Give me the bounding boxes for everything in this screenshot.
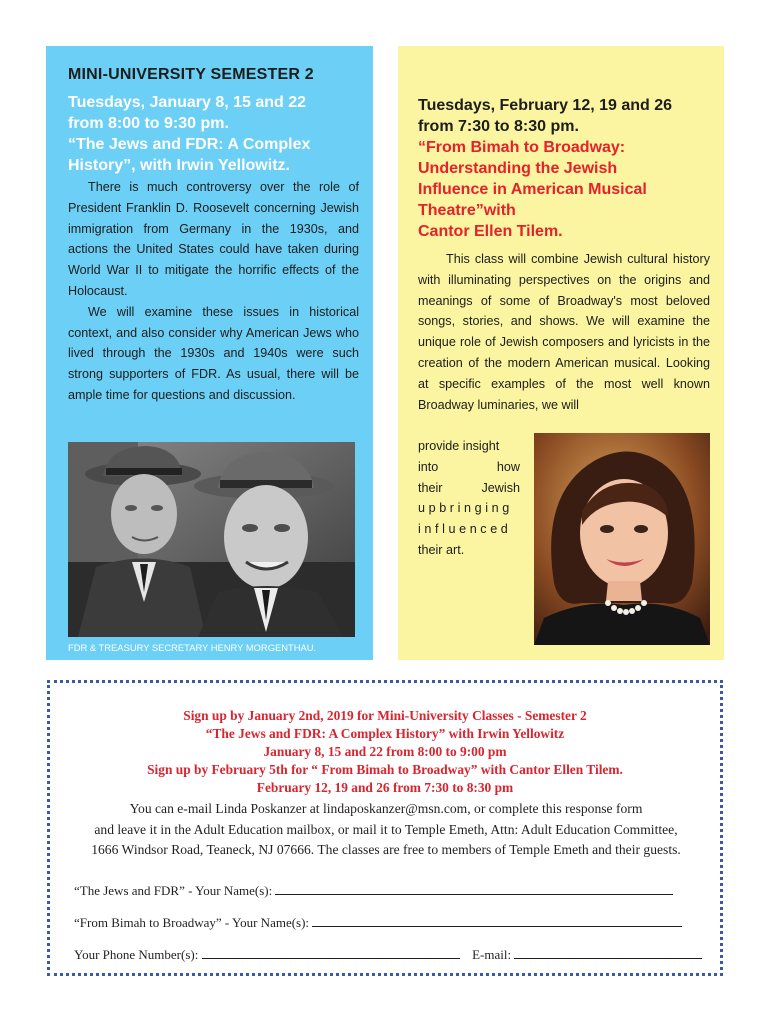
fdr-morgenthau-photo <box>68 442 355 637</box>
bimah-name-blank[interactable] <box>312 915 682 927</box>
email-blank[interactable] <box>514 947 702 959</box>
broadway-class-description: This class will combine Jewish cultural history with illuminating perspectives on the origins and meanings of some of Broadway's most beloved songs, stories, and shows. We will examine the unique role of Jewish composers and lyricists in the creation of the modern American musical. Looking at specific examples of the most well known Broadway luminaries, we will <box>418 252 710 412</box>
signup-deadlines: Sign up by January 2nd, 2019 for Mini-University Classes - Semester 2 “The Jews and FDR: A Complex History” with Irwin Yellowitz January 8, 15 and 22 from 8:00 to 9:00 pm Sign up by February 5th for “ From Bimah to Broadway” with Cantor Ellen Tilem. February 12, 19 and 26 from 7:30 to 8:30 pm <box>147 708 623 795</box>
fdr-paragraph-1: There is much controversy over the role of President Franklin D. Roosevelt concerning Jewish immigration from Germany in the 1930s, and actions the United States could have taken during World War II to mitigate the horrific effects of the Holocaust. <box>68 180 359 298</box>
fdr-name-blank[interactable] <box>275 883 673 895</box>
broadway-class-title: “From Bimah to Broadway: Understanding the Jewish Influence in American Musical Theatre”with Cantor Ellen Tilem. <box>418 139 647 240</box>
email-label: E-mail: <box>472 947 512 962</box>
bimah-name-label: “From Bimah to Broadway” - Your Name(s): <box>74 915 310 930</box>
fdr-name-field[interactable] <box>74 883 673 899</box>
broadway-class-dates: Tuesdays, February 12, 19 and 26 from 7:30 to 8:30 pm. <box>418 97 673 135</box>
semester-heading: MINI-UNIVERSITY SEMESTER 2 <box>68 66 314 83</box>
fdr-class-description <box>68 177 359 406</box>
fdr-class-title: Tuesdays, January 8, 15 and 22 from 8:00 to 9:30 pm. “The Jews and FDR: A Complex History”, with Irwin Yellowitz. <box>68 94 311 174</box>
fdr-name-label: “The Jews and FDR” - Your Name(s): <box>74 883 273 898</box>
fdr-paragraph-2: We will examine these issues in historical context, and also consider why American Jews who lived through the 1930s and 1940s were such strong supporters of FDR. As usual, there will be ample time for questions and discussion. <box>68 304 359 402</box>
response-form <box>47 680 723 976</box>
bimah-name-field[interactable] <box>74 915 682 931</box>
phone-blank[interactable] <box>202 947 460 959</box>
photo-caption: FDR & TREASURY SECRETARY HENRY MORGENTHAU. <box>68 642 317 653</box>
broadway-class-panel <box>398 46 724 660</box>
contact-fields[interactable] <box>74 947 702 963</box>
phone-label: Your Phone Number(s): <box>74 947 199 962</box>
broadway-description-continued: provide insight into how their Jewish upbringing influenced their art. <box>418 439 520 557</box>
form-instructions: You can e-mail Linda Poskanzer at lindaposkanzer@msn.com, or complete this response form and leave it in the Adult Education mailbox, or mail it to Temple Emeth, Attn: Adult Education Committee, 1666 Windsor Road, Teaneck, NJ 07666. The classes are free to members of Temple Emeth and their guests. <box>91 801 681 857</box>
fdr-class-panel <box>46 46 373 660</box>
cantor-ellen-tilem-photo <box>534 433 710 645</box>
